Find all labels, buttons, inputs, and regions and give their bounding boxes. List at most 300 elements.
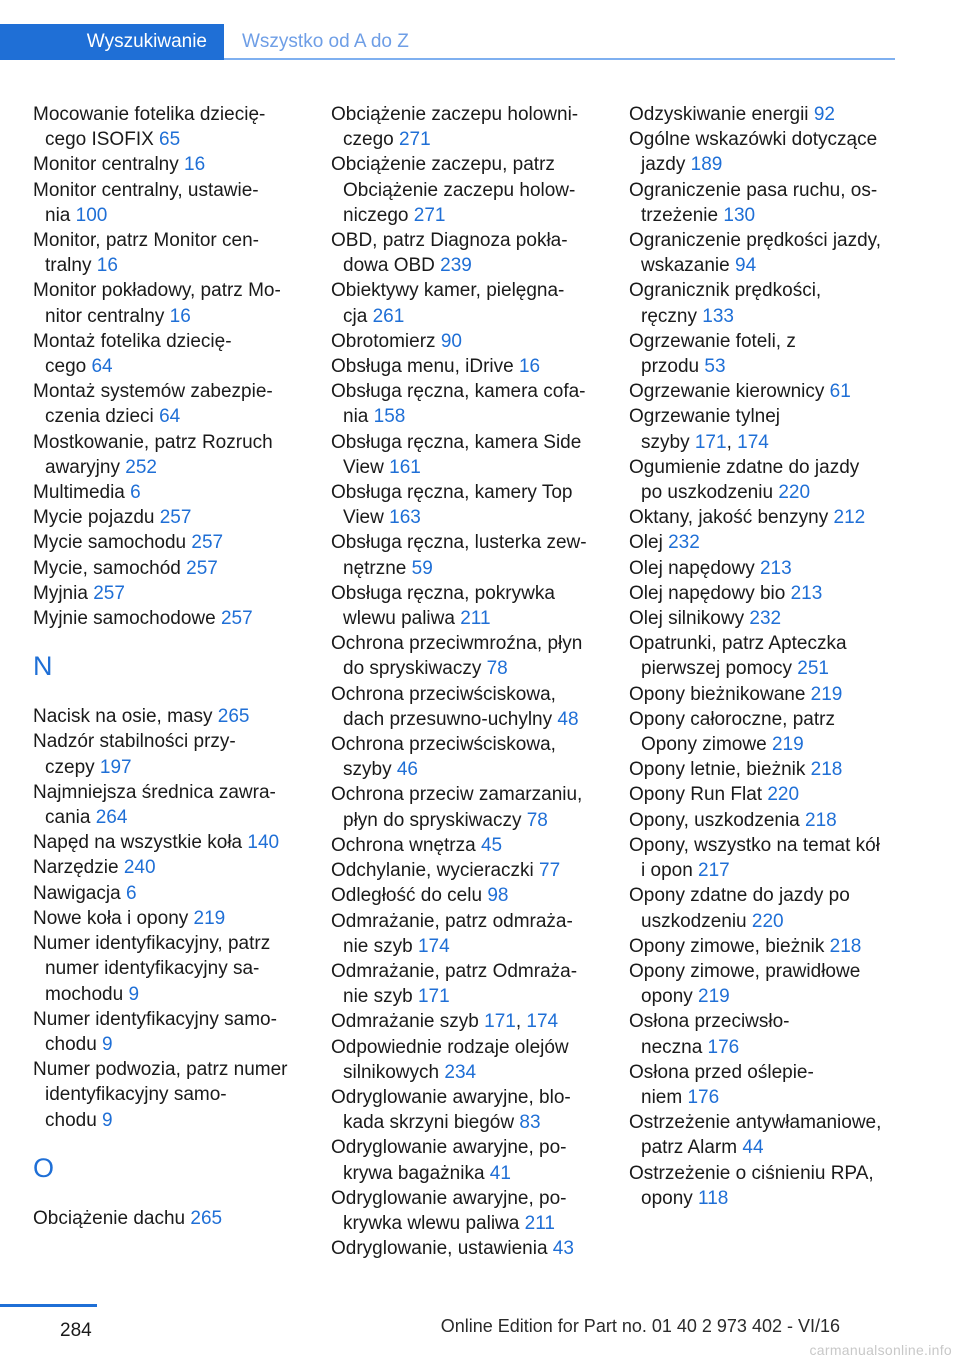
entry-text: Myjnie samochodowe: [33, 608, 221, 630]
page-link[interactable]: 197: [99, 756, 132, 778]
page-link[interactable]: 220: [751, 910, 784, 932]
index-entry: [331, 682, 601, 732]
page-link[interactable]: 90: [440, 330, 462, 352]
entry-text: Odległość do celu: [331, 885, 488, 907]
entry-text: nie szyb: [343, 986, 418, 1008]
entry-text: Opony zimowe, bieżnik: [629, 935, 830, 957]
entry-text: Obsługa menu, iDrive: [331, 356, 519, 378]
entry-text: cego ISOFIX: [45, 129, 160, 151]
entry-text: Multimedia: [33, 482, 131, 504]
entry-text: Numer podwozia, patrz numer: [33, 1059, 288, 1081]
page-link[interactable]: 45: [480, 834, 503, 856]
entry-text: kada skrzyni biegów: [343, 1112, 520, 1134]
index-entry: [331, 228, 601, 278]
watermark: carmanualsonline.info: [809, 1342, 952, 1358]
index-entry: [33, 906, 303, 931]
entry-text: Odryglowanie awaryjne, po-: [331, 1187, 567, 1209]
entry-text: cja: [343, 305, 373, 327]
entry-text: Obsługa ręczna, pokrywka: [331, 582, 555, 604]
index-entry: [33, 228, 303, 278]
entry-text: Mostkowanie, patrz Rozruch: [33, 431, 273, 453]
page-link[interactable]: 218: [829, 935, 862, 957]
entry-text: Ochrona przeciw zamarzaniu,: [331, 784, 583, 806]
index-entry: [33, 430, 303, 480]
page-link[interactable]: 219: [771, 734, 804, 756]
index-entry: [331, 1035, 601, 1085]
entry-text: Montaż systemów zabezpie-: [33, 381, 273, 403]
index-entry: [33, 1057, 303, 1133]
index-entry: [331, 1236, 601, 1261]
page-link[interactable]: 219: [698, 986, 730, 1008]
entry-text: Olej napędowy bio: [629, 582, 791, 604]
index-entry: [629, 278, 904, 328]
index-entry: Odmrażanie szyb 171, 174: [331, 1011, 559, 1033]
tab-search-label: Wyszukiwanie: [86, 31, 207, 52]
entry-text: Osłona przeciwsło-: [629, 1011, 790, 1033]
index-entry: [331, 959, 601, 1009]
tab-a-to-z-label: Wszystko od A do Z: [242, 31, 409, 52]
entry-text: Ogrzewanie kierownicy: [629, 381, 830, 403]
index-entry: [33, 505, 303, 530]
entry-text: Oktany, jakość benzyny: [629, 507, 834, 529]
entry-text: Opony zimowe, prawidłowe: [629, 960, 861, 982]
entry-text: czepy: [45, 756, 100, 778]
entry-text: Obiektywy kamer, pielęgna-: [331, 280, 565, 302]
index-column-3: [629, 102, 904, 1211]
tab-search[interactable]: [0, 24, 224, 60]
page-link[interactable]: 212: [833, 507, 866, 529]
entry-text: Obciążenie zaczepu, patrz: [331, 154, 555, 176]
page-link[interactable]: 240: [123, 857, 156, 879]
page-link[interactable]: 176: [687, 1086, 720, 1108]
index-entry: [629, 379, 904, 404]
page-link[interactable]: 174: [417, 935, 450, 957]
page-link[interactable]: 118: [698, 1187, 729, 1209]
index-entry: [331, 1186, 601, 1236]
entry-text: dach przesuwno-uchylny: [343, 708, 558, 730]
page-link[interactable]: 257: [220, 608, 253, 630]
entry-text: silnikowych: [343, 1061, 445, 1083]
page-link[interactable]: 176: [707, 1036, 740, 1058]
page-link[interactable]: 171: [484, 1011, 516, 1033]
index-entry: [331, 631, 601, 681]
entry-text: chodu: [45, 1033, 103, 1055]
index-entry: [629, 505, 904, 530]
entry-text: Napęd na wszystkie koła: [33, 832, 248, 854]
page-link[interactable]: 174: [737, 431, 769, 453]
page-link[interactable]: 219: [810, 683, 843, 705]
entry-text: Opony zdatne do jazdy po: [629, 885, 850, 907]
entry-text: chodu: [45, 1109, 103, 1131]
section-letter: O: [33, 1152, 55, 1183]
index-entry: [33, 102, 303, 152]
entry-text: Ogranicznik prędkości,: [629, 280, 822, 302]
page-link[interactable]: 16: [184, 154, 206, 176]
entry-text: Odzyskiwanie energii: [629, 104, 814, 125]
page-link[interactable]: 217: [698, 860, 730, 882]
index-entry: [331, 354, 601, 379]
page-link[interactable]: 265: [217, 706, 250, 728]
entry-text: View: [343, 456, 390, 478]
index-entry: [331, 732, 601, 782]
entry-text: dowa OBD: [343, 255, 441, 277]
entry-text: po uszkodzeniu: [641, 482, 779, 504]
entry-text: Ograniczenie prędkości jazdy,: [629, 230, 882, 252]
entry-text: Obsługa ręczna, lusterka zew-: [331, 532, 587, 554]
page-link[interactable]: 16: [96, 255, 118, 277]
page-link[interactable]: 213: [759, 557, 792, 579]
index-entry: Ogrzewanie tylnej szyby 171, 174: [629, 406, 781, 453]
entry-text: pierwszej pomocy: [641, 658, 798, 680]
entry-text: Opony bieżnikowane: [629, 683, 811, 705]
index-entry: [33, 704, 303, 729]
entry-text: Mocowanie fotelika dziecię-: [33, 104, 266, 125]
entry-text: Olej napędowy: [629, 557, 760, 579]
page-link[interactable]: 158: [373, 406, 406, 428]
page-link[interactable]: 43: [552, 1238, 574, 1260]
page-link[interactable]: 220: [778, 482, 811, 504]
page-link[interactable]: 83: [519, 1112, 541, 1134]
page-link[interactable]: 239: [440, 255, 472, 277]
entry-text: Olej: [629, 532, 669, 554]
entry-text: Odchylanie, wycieraczki: [331, 860, 540, 882]
page-link[interactable]: 65: [159, 129, 181, 151]
entry-text: Opony letnie, bieżnik: [629, 759, 811, 781]
page-link[interactable]: 133: [702, 305, 734, 327]
entry-text: Ochrona wnętrza: [331, 834, 481, 856]
entry-text: cego: [45, 356, 92, 378]
page-link[interactable]: 130: [723, 204, 756, 226]
entry-text: do spryskiwaczy: [343, 658, 487, 680]
page-link[interactable]: 257: [159, 507, 192, 529]
entry-text: niem: [641, 1086, 688, 1108]
entry-text: View: [343, 507, 390, 529]
page-link[interactable]: 174: [526, 1011, 559, 1033]
entry-text: Ochrona przeciwmroźna, płyn: [331, 633, 583, 655]
entry-text: Mycie, samochód: [33, 557, 187, 579]
page-link[interactable]: 271: [413, 204, 446, 226]
index-entry: [33, 1206, 303, 1231]
page-link[interactable]: 257: [191, 532, 224, 554]
page-link[interactable]: 6: [130, 482, 141, 504]
entry-text: patrz Alarm: [641, 1137, 743, 1159]
entry-text: nia: [45, 204, 76, 226]
entry-text: Obrotomierz: [331, 330, 441, 352]
entry-text: Monitor centralny: [33, 154, 185, 176]
entry-text: Odryglowanie awaryjne, blo-: [331, 1086, 571, 1108]
footer-rule: [0, 1304, 97, 1307]
index-entry: [331, 833, 601, 858]
entry-text: Odmrażanie, patrz Odmraża-: [331, 960, 578, 982]
index-entry: [331, 480, 601, 530]
index-entry: [629, 1009, 904, 1059]
page-link[interactable]: 211: [460, 608, 491, 630]
entry-text: przodu: [641, 356, 705, 378]
index-entry: [33, 780, 303, 830]
index-entry: [33, 881, 303, 906]
page-link[interactable]: 218: [810, 759, 843, 781]
index-entry: [331, 1085, 601, 1135]
tab-a-to-z[interactable]: [242, 24, 409, 60]
index-entry: [629, 178, 904, 228]
page-link[interactable]: 257: [186, 557, 218, 579]
entry-text: ręczny: [641, 305, 703, 327]
index-entry: [33, 931, 303, 1007]
index-entry: [629, 757, 904, 782]
index-entry: [331, 152, 601, 228]
index-entry: [629, 959, 904, 1009]
section-letter: N: [33, 651, 53, 682]
page-link[interactable]: 261: [372, 305, 405, 327]
entry-text: Ostrzeżenie antywłamaniowe,: [629, 1112, 882, 1134]
entry-text: Obciążenie zaczepu holow-: [343, 179, 576, 201]
page-link[interactable]: 59: [411, 557, 433, 579]
entry-text: Numer identyfikacyjny, patrz: [33, 933, 271, 955]
index-entry: [33, 178, 303, 228]
index-entry: [629, 682, 904, 707]
entry-text: Najmniejsza średnica zawra-: [33, 781, 276, 803]
entry-text: Odpowiednie rodzaje olejów: [331, 1036, 569, 1058]
index-entry: [629, 782, 904, 807]
page-link[interactable]: 64: [159, 406, 181, 428]
index-entry: [331, 858, 601, 883]
page-link[interactable]: 16: [169, 305, 191, 327]
entry-text: neczna: [641, 1036, 708, 1058]
page-link[interactable]: 161: [389, 456, 421, 478]
page-link[interactable]: 220: [767, 784, 800, 806]
page-link[interactable]: 16: [518, 356, 541, 378]
entry-text: Ochrona przeciwściskowa,: [331, 683, 556, 705]
entry-text: nia: [343, 406, 374, 428]
entry-text: płyn do spryskiwaczy: [343, 809, 527, 831]
entry-text: numer identyfikacyjny sa-: [45, 958, 260, 980]
page-link[interactable]: 9: [128, 983, 140, 1005]
entry-text: nie szyb: [343, 935, 418, 957]
entry-text: Odryglowanie awaryjne, po-: [331, 1137, 567, 1159]
index-entry: [629, 581, 904, 606]
entry-text: jazdy: [641, 154, 691, 176]
index-entry: [629, 556, 904, 581]
index-entry: [331, 581, 601, 631]
entry-text: Odryglowanie, ustawienia: [331, 1238, 553, 1260]
entry-text: mochodu: [45, 983, 129, 1005]
entry-text: krywa bagażnika: [343, 1162, 490, 1184]
page-link[interactable]: 251: [797, 658, 829, 680]
page-link[interactable]: 61: [829, 381, 851, 403]
entry-text: Obsługa ręczna, kamera Side: [331, 431, 582, 453]
entry-text: szyby: [641, 431, 695, 453]
index-entry: [629, 228, 904, 278]
entry-text: Narzędzie: [33, 857, 124, 879]
entry-text: czenia dzieci: [45, 406, 160, 428]
entry-text: Opatrunki, patrz Apteczka: [629, 633, 847, 655]
entry-text: krywka wlewu paliwa: [343, 1212, 525, 1234]
entry-text: Obciążenie dachu: [33, 1207, 191, 1229]
index-entry: [331, 278, 601, 328]
page-link[interactable]: 234: [444, 1061, 477, 1083]
index-entry: [629, 631, 904, 681]
index-entry: [629, 102, 904, 127]
index-entry: [629, 1060, 904, 1110]
index-entry: [33, 855, 303, 880]
index-entry: [629, 707, 904, 757]
entry-text: opony: [641, 1187, 699, 1209]
page-link[interactable]: 211: [524, 1212, 555, 1234]
entry-text: Olej silnikowy: [629, 608, 750, 630]
entry-text: Nawigacja: [33, 882, 126, 904]
entry-text: Ostrzeżenie o ciśnieniu RPA,: [629, 1162, 874, 1184]
header-tabs: [0, 24, 895, 62]
page-link[interactable]: 218: [805, 809, 837, 831]
index-column-2: [331, 102, 601, 1261]
index-entry: [331, 909, 601, 959]
entry-text: opony: [641, 986, 699, 1008]
page-link[interactable]: 219: [193, 907, 226, 929]
page-link[interactable]: 252: [125, 456, 157, 478]
entry-text: Ogrzewanie foteli, z: [629, 330, 796, 352]
page-link[interactable]: 92: [813, 104, 835, 125]
index-entry: [331, 430, 601, 480]
entry-text: Odmrażanie szyb: [331, 1011, 485, 1033]
page-link[interactable]: 189: [690, 154, 723, 176]
page-link[interactable]: 44: [742, 1137, 764, 1159]
index-entry: [629, 1110, 904, 1160]
page-link[interactable]: 271: [398, 129, 431, 151]
entry-text: wskazanie: [641, 255, 735, 277]
page-link[interactable]: 171: [694, 431, 727, 453]
entry-text: Ogólne wskazówki dotyczące: [629, 129, 878, 151]
entry-text: Opony zimowe: [641, 734, 772, 756]
index-entry: [33, 556, 303, 581]
index-entry: [629, 1161, 904, 1211]
index-entry: [629, 883, 904, 933]
index-entry: [33, 329, 303, 379]
page-link[interactable]: 77: [539, 860, 561, 882]
entry-text: trzeżenie: [641, 204, 724, 226]
page-link[interactable]: 213: [790, 582, 823, 604]
page-link[interactable]: 46: [396, 759, 418, 781]
entry-text: Numer identyfikacyjny samo-: [33, 1008, 277, 1030]
page-link[interactable]: 163: [389, 507, 421, 529]
entry-text: Monitor pokładowy, patrz Mo-: [33, 280, 281, 302]
entry-text: i opon: [641, 860, 699, 882]
page-link[interactable]: 9: [102, 1109, 113, 1131]
entry-text: Montaż fotelika dziecię-: [33, 330, 232, 352]
index-entry: [33, 1007, 303, 1057]
page-link[interactable]: 78: [486, 658, 508, 680]
page-link[interactable]: 171: [417, 986, 450, 1008]
index-entry: [33, 729, 303, 779]
page-link[interactable]: 265: [190, 1207, 223, 1229]
entry-text: wlewu paliwa: [343, 608, 461, 630]
entry-text: Nadzór stabilności przy-: [33, 731, 236, 753]
entry-text: Opony, wszystko na temat kół: [629, 834, 880, 856]
entry-text: Opony Run Flat: [629, 784, 768, 806]
entry-text: szyby: [343, 759, 397, 781]
index-entry: [33, 830, 303, 855]
index-entry: [331, 329, 601, 354]
page-link[interactable]: 257: [93, 582, 125, 604]
page-link[interactable]: 41: [489, 1162, 511, 1184]
index-entry: [629, 530, 904, 555]
edition-note: Online Edition for Part no. 01 40 2 973 402 - VI/16: [440, 1316, 840, 1336]
index-entry: [33, 278, 303, 328]
page-link[interactable]: 53: [704, 356, 726, 378]
index-entry: [629, 808, 904, 833]
page-link[interactable]: 140: [247, 832, 280, 854]
entry-text: Ogrzewanie tylnej: [629, 406, 781, 428]
index-entry: [629, 606, 904, 631]
entry-text: Obciążenie zaczepu holowni-: [331, 104, 579, 125]
page-link[interactable]: 94: [735, 255, 757, 277]
entry-text: Osłona przed oślepie-: [629, 1061, 814, 1083]
index-entry: [33, 581, 303, 606]
entry-text: nętrzne: [343, 557, 412, 579]
page-link[interactable]: 232: [668, 532, 700, 554]
index-entry: [33, 152, 303, 177]
index-entry: [33, 480, 303, 505]
entry-text: OBD, patrz Diagnoza pokła-: [331, 230, 568, 252]
entry-text: Ograniczenie pasa ruchu, os-: [629, 179, 878, 201]
entry-text: Opony całoroczne, patrz: [629, 708, 835, 730]
entry-text: Monitor, patrz Monitor cen-: [33, 230, 259, 252]
entry-text: uszkodzeniu: [641, 910, 752, 932]
index-entry: [629, 329, 904, 379]
index-entry: [629, 127, 904, 177]
index-entry: [331, 379, 601, 429]
entry-text: Nowe koła i opony: [33, 907, 194, 929]
entry-text: identyfikacyjny samo-: [45, 1084, 227, 1106]
entry-text: Obsługa ręczna, kamera cofa-: [331, 381, 586, 403]
page-link[interactable]: 64: [91, 356, 113, 378]
page-link[interactable]: 78: [526, 809, 548, 831]
page-link[interactable]: 100: [75, 204, 108, 226]
index-entry: [629, 833, 904, 883]
entry-text: Opony, uszkodzenia: [629, 809, 806, 831]
entry-text: cania: [45, 807, 96, 829]
entry-text: Mycie pojazdu: [33, 507, 160, 529]
index-entry: [629, 934, 904, 959]
index-entry: [331, 1135, 601, 1185]
index-entry: [629, 455, 904, 505]
page-link[interactable]: 98: [487, 885, 509, 907]
entry-text: Monitor centralny, ustawie-: [33, 179, 259, 201]
entry-text: Mycie samochodu: [33, 532, 192, 554]
entry-text: Nacisk na osie, masy: [33, 706, 218, 728]
page-link[interactable]: 9: [102, 1033, 113, 1055]
index-entry: [33, 606, 303, 631]
page-number: 284: [60, 1320, 92, 1341]
page-link[interactable]: 232: [749, 608, 782, 630]
page-link[interactable]: 48: [557, 708, 579, 730]
entry-text: tralny: [45, 255, 97, 277]
tab-underline: [224, 58, 895, 60]
entry-text: Myjnia: [33, 582, 94, 604]
entry-text: Ogumienie zdatne do jazdy: [629, 456, 860, 478]
entry-text: Obsługa ręczna, kamery Top: [331, 482, 573, 504]
entry-text: Odmrażanie, patrz odmraża-: [331, 910, 573, 932]
page-link[interactable]: 6: [125, 882, 137, 904]
page-link[interactable]: 264: [95, 807, 128, 829]
index-entry: [331, 102, 601, 152]
entry-text: nitor centralny: [45, 305, 170, 327]
index-entry: [331, 782, 601, 832]
index-column-1: [33, 102, 303, 1231]
index-entry: [331, 883, 601, 908]
index-entry: [33, 379, 303, 429]
index-entry: [331, 530, 601, 580]
entry-text: czego: [343, 129, 399, 151]
